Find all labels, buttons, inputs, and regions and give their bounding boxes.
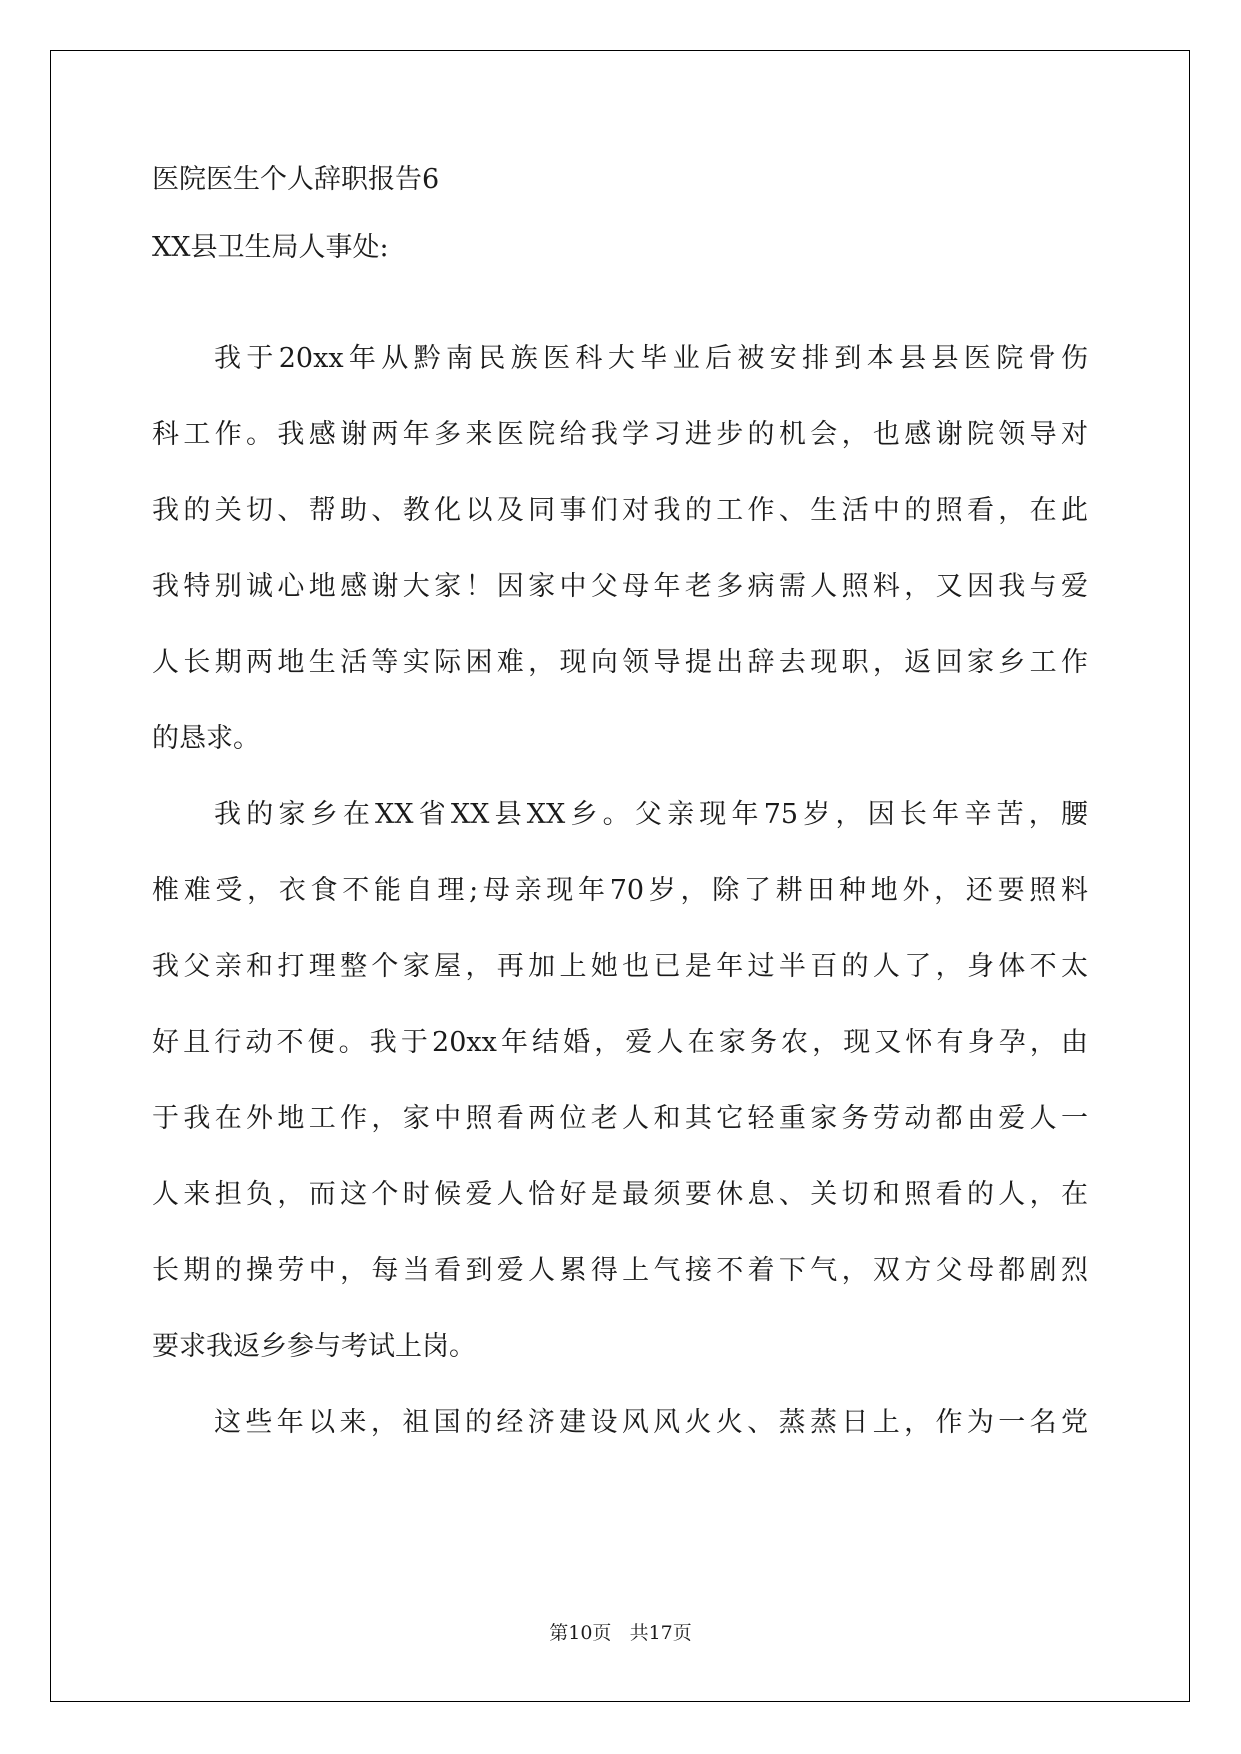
paragraph-line: 的恳求。 (152, 723, 260, 754)
paragraph-line: 科工作。我感谢两年多来医院给我学习进步的机会，也感谢院领导对 (152, 419, 1088, 450)
paragraph-line: 长期的操劳中，每当看到爱人累得上气接不着下气，双方父母都剧烈 (152, 1255, 1088, 1286)
paragraph-line: 我的家乡在XX省XX县XX乡。父亲现年75岁，因长年辛苦，腰 (214, 799, 1088, 830)
document-title: 医院医生个人辞职报告6 (152, 164, 440, 195)
paragraph-line: 我于20xx年从黔南民族医科大毕业后被安排到本县县医院骨伤 (214, 343, 1088, 374)
page-number: 第10页 (549, 1622, 612, 1644)
salutation: XX县卫生局人事处: (152, 232, 389, 263)
paragraph-line: 我父亲和打理整个家屋，再加上她也已是年过半百的人了，身体不太 (152, 951, 1088, 982)
paragraph-line: 要求我返乡参与考试上岗。 (152, 1331, 476, 1362)
paragraph-line: 人来担负，而这个时候爱人恰好是最须要休息、关切和照看的人，在 (152, 1179, 1088, 1210)
page-total: 共17页 (629, 1622, 692, 1644)
page-footer (0, 1618, 1241, 1645)
paragraph-line: 好且行动不便。我于20xx年结婚，爱人在家务农，现又怀有身孕，由 (152, 1027, 1088, 1058)
paragraph-line: 我的关切、帮助、教化以及同事们对我的工作、生活中的照看，在此 (152, 495, 1088, 526)
paragraph-line: 于我在外地工作，家中照看两位老人和其它轻重家务劳动都由爱人一 (152, 1103, 1088, 1134)
paragraph-line: 椎难受，衣食不能自理;母亲现年70岁，除了耕田种地外，还要照料 (152, 875, 1088, 906)
paragraph-line: 人长期两地生活等实际困难，现向领导提出辞去现职，返回家乡工作 (152, 647, 1088, 678)
paragraph-line: 这些年以来，祖国的经济建设风风火火、蒸蒸日上，作为一名党 (214, 1407, 1088, 1438)
paragraph-line: 我特别诚心地感谢大家！因家中父母年老多病需人照料，又因我与爱 (152, 571, 1088, 602)
